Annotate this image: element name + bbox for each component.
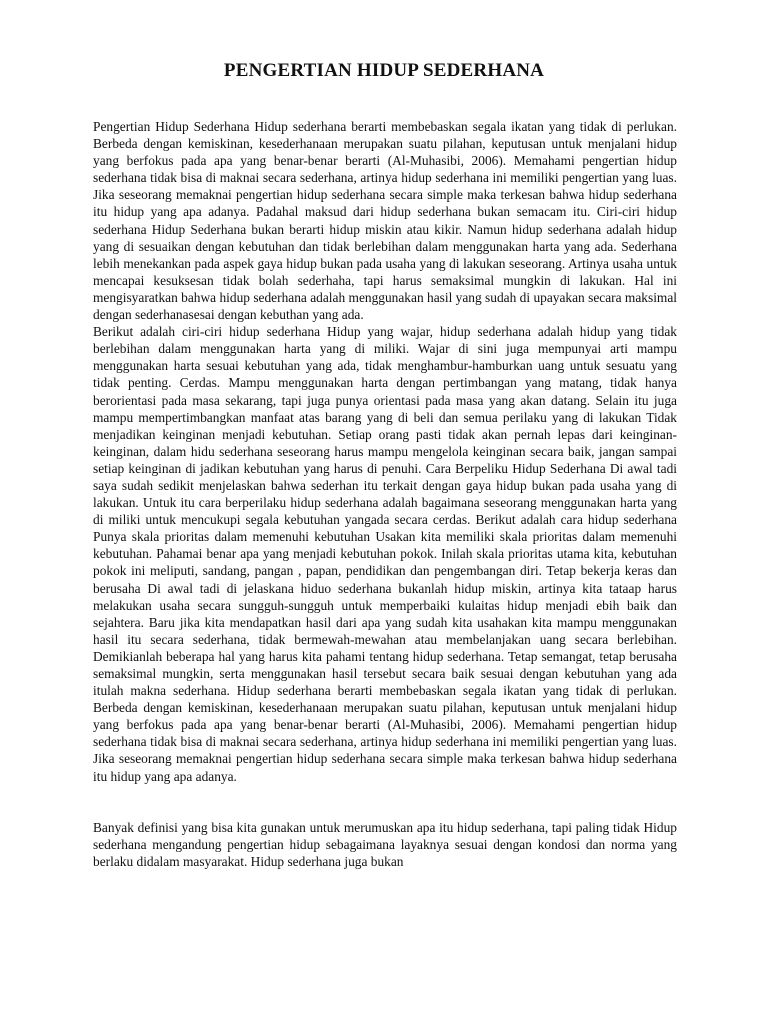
document-body	[93, 118, 677, 870]
paragraph-characteristics: Berikut adalah ciri-ciri hidup sederhana Hidup yang wajar, hidup sederhana adalah hidup yang tidak berlebihan dalam menggunakan harta yang di miliki. Wajar di sini juga mempunyai arti mampu menggunakan harta sesuai kebutuhan yang ada, tidak menghambur-hamburkan uang untuk sesuatu yang tidak penting. Cerdas. Mampu menggunakan harta dengan pertimbangan yang matang, tidak hanya berorientasi pada masa sekarang, tapi juga punya orientasi pada masa yang akan datang. Selain itu juga mampu mempertimbangkan manfaat atas barang yang di beli dan semua perilaku yang di lakukan Tidak menjadikan keinginan menjadi kebutuhan. Setiap orang pasti tidak akan pernah lepas dari keinginan-keinginan, dalam hidu sederhana seseorang harus mampu mengelola keinginan secara baik, jangan sampai setiap keinginan di jadikan kebutuhan yang harus di penuhi. Cara Berpeliku Hidup Sederhana Di awal tadi saya sudah sedikit menjelaskan bahwa sederhan itu terkait dengan gaya hidup bukan pada usaha yang di lakukan. Untuk itu cara berperilaku hidup sederhana adalah bagaimana seseorang menggunakan harta yang di miliki untuk mencukupi segala kebutuhan yangada secara cerdas. Berikut adalah cara hidup sederhana Punya skala prioritas dalam memenuhi kebutuhan Usakan kita memiliki skala prioritas dalam memenuhi kebutuhan. Pahamai benar apa yang menjadi kebutuhan pokok. Inilah skala prioritas utama kita, kebutuhan pokok ini meliputi, sandang, pangan , papan, pendidikan dan pengembangan diri. Tetap bekerja keras dan berusaha Di awal tadi di jelaskana hiduo sederhana bukanlah hidup miskin, artinya kita tataap harus melakukan usaha secara sungguh-sungguh untuk memperbaiki kulaitas hidup menjadi ebih baik dan sejahtera. Baru jika kita mendapatkan hasil dari apa yang sudah kita usahakan kita mampu menggunakan hasil itu secara sederhana, tidak bermewah-mewahan atau membelanjakan uang secara berlebihan. Demikianlah beberapa hal yang harus kita pahami tentang hidup sederhana. Tetap semangat, tetap berusaha semaksimal mungkin, serta menggunakan hasil tersebut secara baik sesuai dengan kebutuhan yang ada itulah makna sederhana. Hidup sederhana berarti membebaskan segala ikatan yang tidak di perlukan. Berbeda dengan kemiskinan, kesederhanaan merupakan suatu pilahan, keputusan untuk menjalani hidup yang berfokus pada apa yang benar-benar berarti (Al-Muhasibi, 2006). Memahami pengertian hidup sederhana tidak bisa di maknai secara sederhana, artinya hidup sederhana ini memiliki pengertian yang luas. Jika seseorang memaknai pengertian hidup sederhana secara simple maka terkesan bahwa hidup sederhana itu hidup yang apa adanya.	[93, 324, 677, 784]
paragraph-definitions-intro: Banyak definisi yang bisa kita gunakan untuk merumuskan apa itu hidup sederhana, tapi paling tidak Hidup sederhana mengandung pengertian hidup sebagaimana layaknya sesuai dengan kondosi dan norma yang berlaku didalam masyarakat. Hidup sederhana juga bukan	[93, 819, 677, 869]
paragraph-spacer	[93, 785, 677, 819]
paragraph-definition: Pengertian Hidup Sederhana Hidup sederhana berarti membebaskan segala ikatan yang tidak di perlukan. Berbeda dengan kemiskinan, kesederhanaan merupakan suatu pilahan, keputusan untuk menjalani hidup yang berfokus pada apa yang benar-benar berarti (Al-Muhasibi, 2006). Memahami pengertian hidup sederhana tidak bisa di maknai secara sederhana, artinya hidup sederhana ini memiliki pengertian yang luas. Jika seseorang memaknai pengertian hidup sederhana secara simple maka terkesan bahwa hidup sederhana itu hidup yang apa adanya. Padahal maksud dari hidup sederhana bukan semacam itu. Ciri-ciri hidup sederhana Hidup Sederhana bukan berarti hidup miskin atau kikir. Namun hidup sederhana adalah hidup yang di sesuaikan dengan kebutuhan dan tidak berlebihan dalam menggunakan harta yang ada. Sederhana lebih menekankan pada aspek gaya hidup bukan pada usaha yang di lakukan seseorang. Artinya usaha untuk mencapai kesuksesan tidak bolah sederhaha, tapi harus semaksimal mungkin di lakukan. Hal ini mengisyaratkan bahwa hidup sederhana adalah menggunakan hasil yang sudah di upayakan secara maksimal dengan sederhanasesai dengan kebuthan yang ada.	[93, 119, 677, 323]
document-title: PENGERTIAN HIDUP SEDERHANA	[223, 60, 545, 81]
